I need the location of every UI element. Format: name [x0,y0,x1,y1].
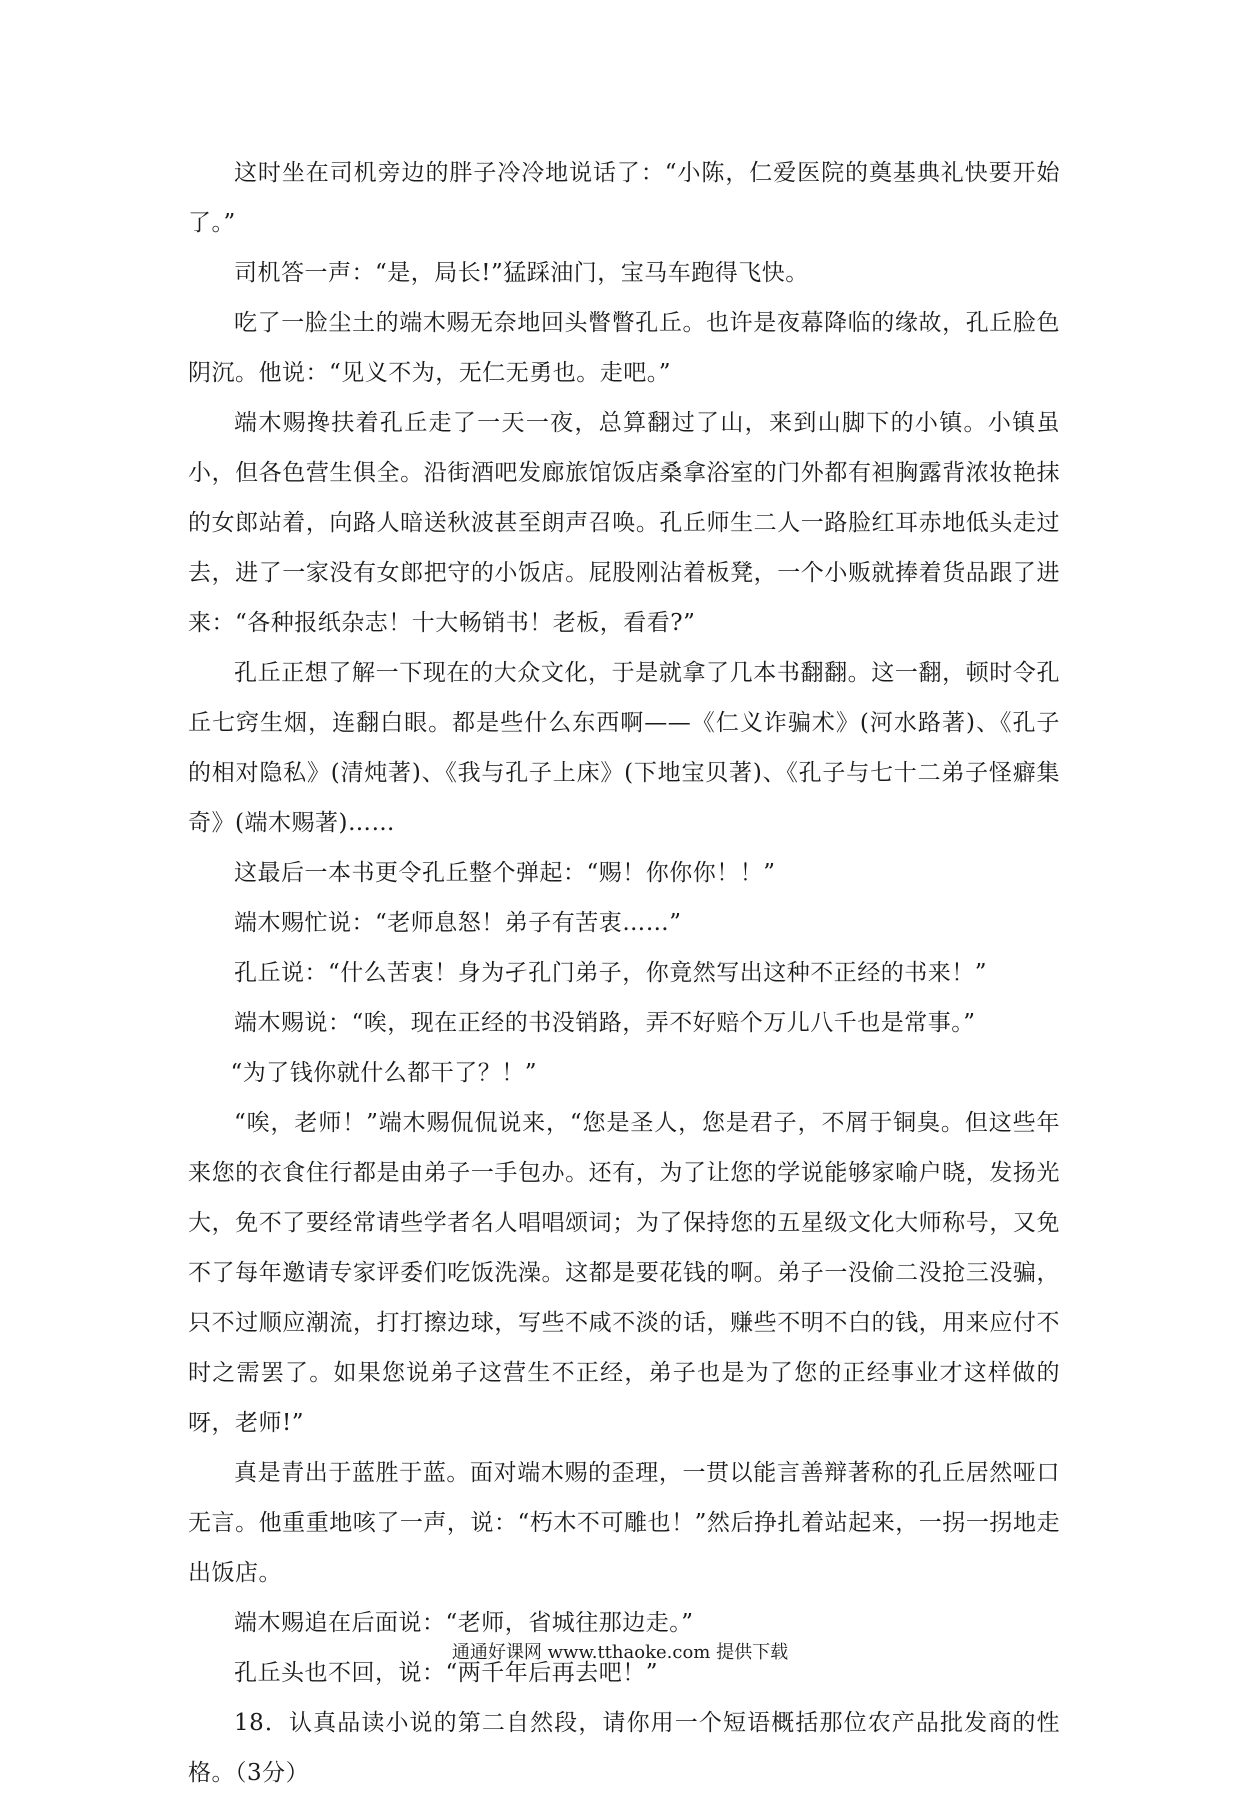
paragraph-6: 这最后一本书更令孔丘整个弹起：“赐！你你你！！” [234,860,776,886]
page-footer: 通通好课网 www.tthaoke.com 提供下载 [451,1642,789,1663]
paragraph-3: 吃了一脸尘土的端木赐无奈地回头瞥瞥孔丘。也许是夜幕降临的缘故，孔丘脸色阴沉。他说：“见义不为，无仁无勇也。走吧。” [188,310,1060,386]
paragraph-9: 端木赐说：“唉，现在正经的书没销路，弄不好赔个万儿八千也是常事。” [234,1010,976,1036]
paragraph-10: “为了钱你就什么都干了？！” [230,1060,538,1086]
paragraph-4: 端木赐搀扶着孔丘走了一天一夜，总算翻过了山，来到山脚下的小镇。小镇虽小，但各色营生俱全。沿街酒吧发廊旅馆饭店桑拿浴室的门外都有袒胸露背浓妆艳抹的女郎站着，向路人暗送秋波甚至朗声召唤。孔丘师生二人一路脸红耳赤地低头走过去，进了一家没有女郎把守的小饭店。屁股刚沾着板凳，一个小贩就捧着货品跟了进来：“各种报纸杂志！十大畅销书！老板，看看?” [188,410,1060,636]
paragraph-13: 端木赐追在后面说：“老师，省城往那边走。” [234,1610,694,1636]
paragraph-5: 孔丘正想了解一下现在的大众文化，于是就拿了几本书翻翻。这一翻，顿时令孔丘七窍生烟，连翻白眼。都是些什么东西啊——《仁义诈骗术》(河水路著)、《孔子的相对隐私》(清炖著)、《我与孔子上床》(下地宝贝著)、《孔子与七十二弟子怪癖集奇》(端木赐著)…… [188,660,1060,836]
paragraph-1: 这时坐在司机旁边的胖子冷冷地说话了：“小陈，仁爱医院的奠基典礼快要开始了。” [188,160,1060,236]
paragraph-8: 孔丘说：“什么苦衷！身为孑孔门弟子，你竟然写出这种不正经的书来！” [234,960,988,986]
paragraph-7: 端木赐忙说：“老师息怒！弟子有苦衷……” [234,910,682,936]
paragraph-2: 司机答一声：“是，局长!”猛踩油门，宝马车跑得飞快。 [234,260,809,286]
story-text [188,148,1060,1798]
paragraph-14: 孔丘头也不回，说：“两千年后再去吧！” [234,1660,659,1686]
question-18: 18．认真品读小说的第二自然段，请你用一个短语概括那位农产品批发商的性格。（3分） [188,1710,1060,1786]
paragraph-11: “唉，老师！”端木赐侃侃说来，“您是圣人，您是君子，不屑于铜臭。但这些年来您的衣食住行都是由弟子一手包办。还有，为了让您的学说能够家喻户晓，发扬光大，免不了要经常请些学者名人唱唱颂词；为了保持您的五星级文化大师称号，又免不了每年邀请专家评委们吃饭洗澡。这都是要花钱的啊。弟子一没偷二没抢三没骗，只不过顺应潮流，打打擦边球，写些不咸不淡的话，赚些不明不白的钱，用来应付不时之需罢了。如果您说弟子这营生不正经，弟子也是为了您的正经事业才这样做的呀，老师!” [188,1110,1060,1436]
paragraph-12: 真是青出于蓝胜于蓝。面对端木赐的歪理，一贯以能言善辩著称的孔丘居然哑口无言。他重重地咳了一声，说：“朽木不可雕也！”然后挣扎着站起来，一拐一拐地走出饭店。 [188,1460,1060,1586]
